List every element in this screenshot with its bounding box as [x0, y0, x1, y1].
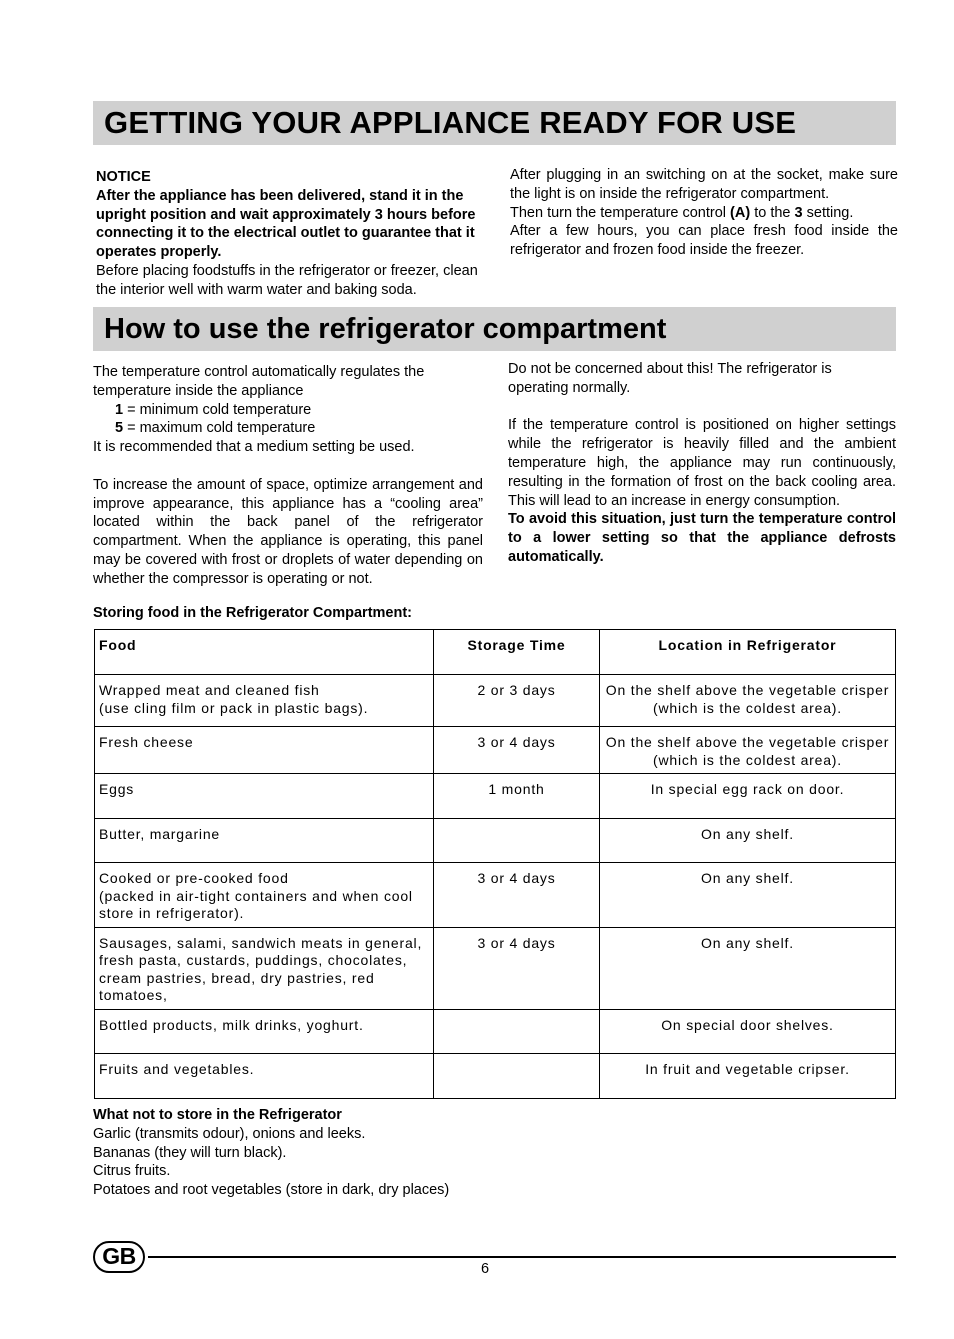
location-cell: On the shelf above the vegetable crisper (which is the coldest area).: [600, 675, 896, 727]
temperature-column: [93, 363, 483, 589]
storage-table-body: [95, 675, 896, 1099]
notice-heading: NOTICE: [96, 169, 151, 185]
location-cell: On any shelf.: [600, 863, 896, 928]
storage-time-cell: 1 month: [434, 774, 600, 819]
storage-time-cell: 3 or 4 days: [434, 863, 600, 928]
country-badge: GB: [93, 1241, 145, 1273]
notice-column: [96, 168, 486, 300]
food-cell: Butter, margarine: [95, 819, 434, 863]
storage-time-cell: [434, 1009, 600, 1053]
operating-paragraph-2: If the temperature control is positioned on higher settings while the refrigerator is heavily filled and the ambient temperature high, the appliance may run continuously, resulting in the formation of frost on the back cooling area. This will lead to an increase in energy consumption.: [508, 417, 896, 509]
list-item: Garlic (transmits odour), onions and leeks.: [93, 1125, 366, 1142]
operating-column: [508, 360, 896, 567]
not-store-heading: What not to store in the Refrigerator: [93, 1107, 342, 1123]
food-cell: Sausages, salami, sandwich meats in general, fresh pasta, custards, puddings, chocolates, cream pastries, bread, dry pastries, red tomatoes,: [95, 927, 434, 1009]
location-cell: On special door shelves.: [600, 1009, 896, 1053]
section-title-getting-ready: GETTING YOUR APPLIANCE READY FOR USE: [93, 101, 896, 145]
switch-on-paragraph-3: After a few hours, you can place fresh food inside the refrigerator and frozen food inside the freezer.: [510, 223, 898, 259]
list-item: Citrus fruits.: [93, 1163, 171, 1180]
table-header-row: [95, 630, 896, 675]
min-number: 1: [115, 401, 124, 418]
location-cell: In special egg rack on door.: [600, 774, 896, 819]
storage-table: [94, 629, 896, 1099]
table-row: [95, 727, 896, 774]
food-cell: Wrapped meat and cleaned fish (use cling film or pack in plastic bags).: [95, 675, 434, 727]
table-row: [95, 1009, 896, 1053]
min-setting-line: [93, 401, 483, 420]
location-cell: On the shelf above the vegetable crisper (which is the coldest area).: [600, 727, 896, 774]
text-run: to the: [750, 204, 795, 221]
page-number: 6: [480, 1261, 490, 1277]
food-cell: Bottled products, milk drinks, yoghurt.: [95, 1009, 434, 1053]
max-text: = maximum cold temperature: [123, 420, 316, 437]
storage-time-cell: 3 or 4 days: [434, 727, 600, 774]
switch-on-paragraph-2: [510, 204, 898, 223]
table-row: [95, 863, 896, 928]
cooling-area-paragraph: To increase the amount of space, optimize arrangement and improve appearance, this appliance has a “cooling area” located within the back panel of the refrigerator compartment. When the appliance is operating, this panel may be covered with frost or droplets of water depending on whether the compressor is operating or not.: [93, 476, 483, 587]
table-row: [95, 819, 896, 863]
control-label: (A): [730, 204, 751, 221]
switch-on-column: [510, 166, 898, 260]
footer-rule: [148, 1256, 896, 1258]
notice-text: Before placing foodstuffs in the refrigerator or freezer, clean the interior well with warm water and baking soda.: [96, 262, 478, 298]
food-cell: Eggs: [95, 774, 434, 819]
food-cell: Fruits and vegetables.: [95, 1053, 434, 1098]
storage-time-cell: 2 or 3 days: [434, 675, 600, 727]
header-food: Food: [95, 630, 434, 675]
switch-on-paragraph-1: After plugging in an switching on at the socket, make sure the light is on inside the refrigerator compartment.: [510, 167, 898, 202]
list-item: Potatoes and root vegetables (store in dark, dry places): [93, 1182, 450, 1199]
storage-heading: Storing food in the Refrigerator Compartment:: [93, 605, 412, 621]
table-row: [95, 1053, 896, 1098]
table-row: [95, 774, 896, 819]
text-run: Then turn the temperature control: [510, 204, 731, 221]
temperature-paragraph-2: It is recommended that a medium setting be used.: [93, 439, 415, 456]
food-cell: Cooked or pre-cooked food (packed in air-tight containers and when cool store in refrigerator).: [95, 863, 434, 928]
text-run: setting.: [802, 204, 854, 221]
location-cell: On any shelf.: [600, 927, 896, 1009]
storage-time-cell: [434, 1053, 600, 1098]
header-location: Location in Refrigerator: [600, 630, 896, 675]
section-title-refrigerator: How to use the refrigerator compartment: [93, 307, 896, 351]
max-number: 5: [115, 420, 124, 437]
location-cell: In fruit and vegetable cripser.: [600, 1053, 896, 1098]
operating-paragraph-3: To avoid this situation, just turn the temperature control to a lower setting so that the appliance defrosts automatically.: [508, 511, 896, 565]
storage-time-cell: [434, 819, 600, 863]
list-item: Bananas (they will turn black).: [93, 1144, 287, 1161]
temperature-paragraph-1: The temperature control automatically regulates the temperature inside the appliance: [93, 364, 425, 399]
min-text: = minimum cold temperature: [123, 401, 312, 418]
storage-time-cell: 3 or 4 days: [434, 927, 600, 1009]
setting-number: 3: [794, 204, 803, 221]
location-cell: On any shelf.: [600, 819, 896, 863]
not-store-section: [93, 1106, 449, 1200]
food-cell: Fresh cheese: [95, 727, 434, 774]
table-row: [95, 675, 896, 727]
operating-paragraph-1: Do not be concerned about this! The refrigerator is operating normally.: [508, 361, 832, 396]
table-row: [95, 927, 896, 1009]
header-storage-time: Storage Time: [434, 630, 600, 675]
max-setting-line: [93, 419, 483, 438]
notice-bold-text: After the appliance has been delivered, stand it in the upright position and wait approximately 3 hours before connecting it to the electrical outlet to guarantee that it operates properly.: [96, 187, 476, 261]
